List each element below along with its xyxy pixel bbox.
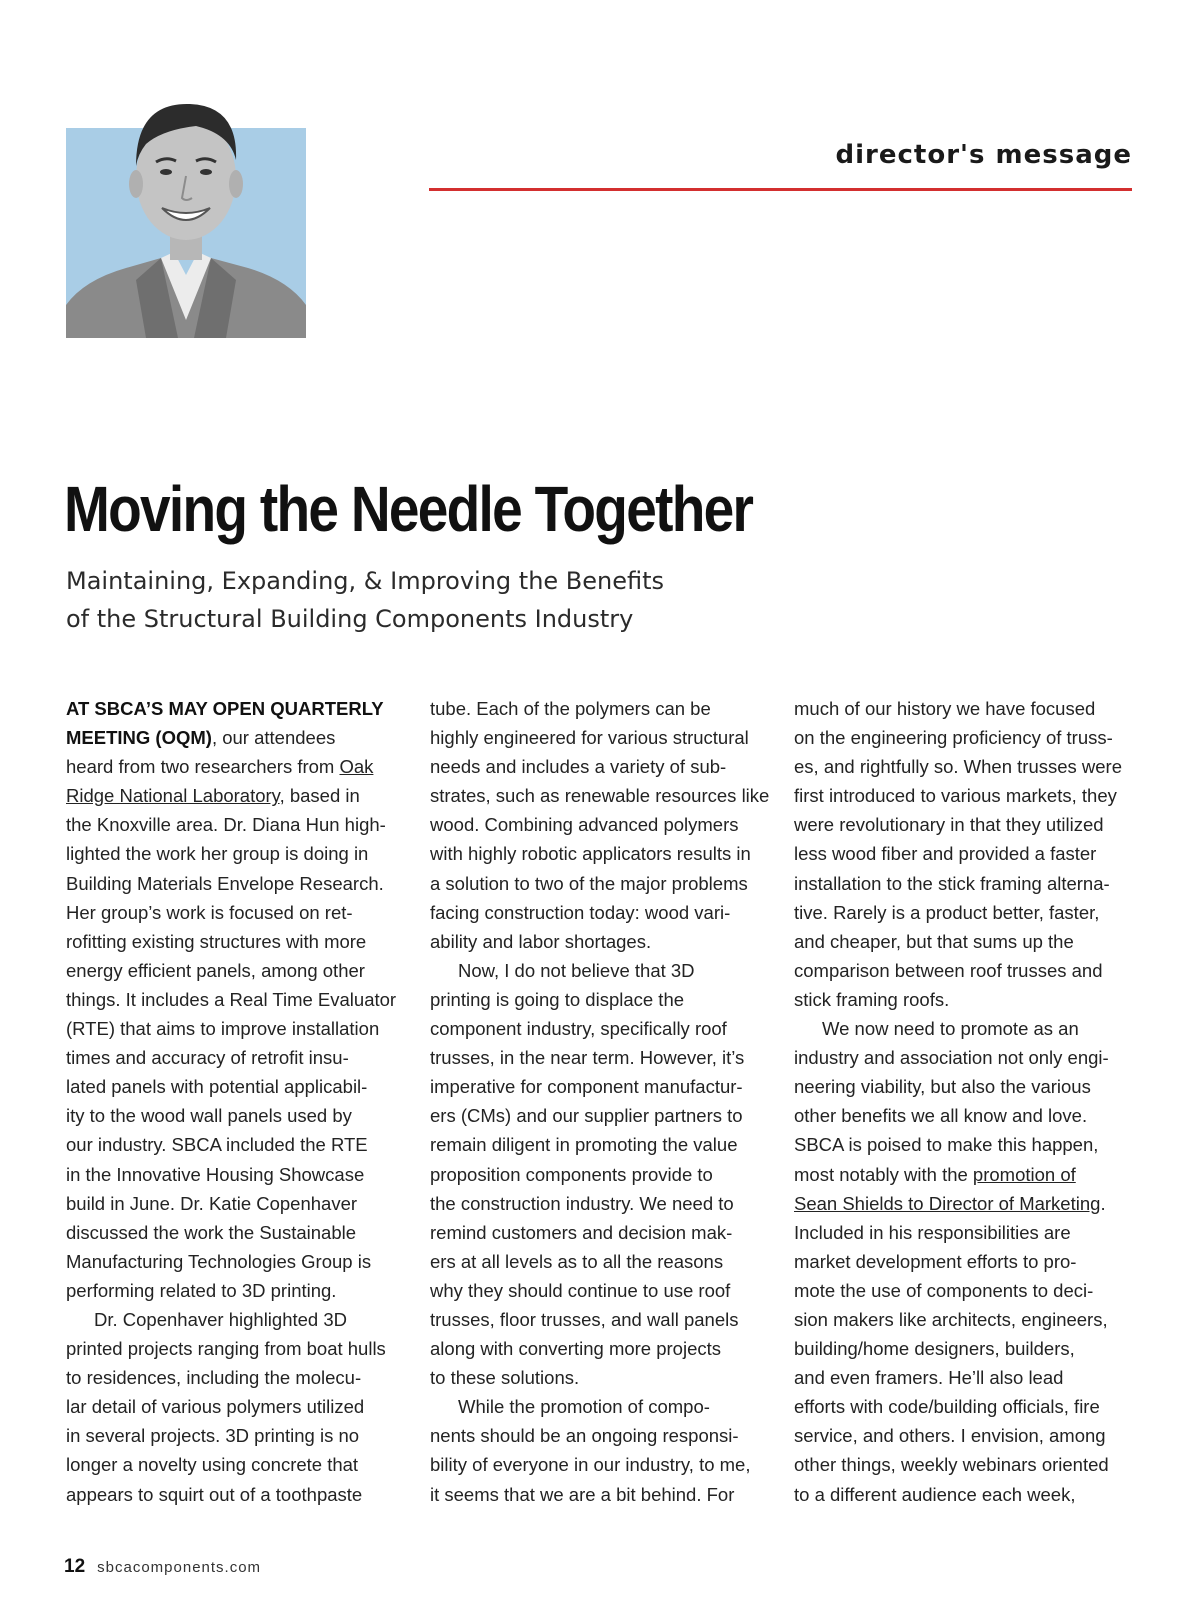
- section-label: director's message: [835, 140, 1132, 170]
- text-line: on the engineering proficiency of truss-: [794, 727, 1113, 749]
- text-fragment: , based in: [279, 785, 360, 807]
- text-line: printing is going to displace the: [430, 988, 685, 1010]
- text-line: installation to the stick framing alterna-: [794, 872, 1110, 894]
- text-line: While the promotion of compo-: [458, 1396, 710, 1418]
- text-line: tube. Each of the polymers can be: [430, 698, 711, 719]
- text-line: were revolutionary in that they utilized: [794, 814, 1104, 836]
- text-line: less wood fiber and provided a faster: [794, 843, 1097, 865]
- text-line: longer a novelty using concrete that: [66, 1454, 359, 1476]
- text-line: times and accuracy of retrofit insu-: [66, 1047, 349, 1069]
- text-line: wood. Combining advanced polymers: [430, 814, 739, 836]
- text-line: es, and rightfully so. When trusses were: [794, 756, 1123, 778]
- text-line: in the Innovative Housing Showcase: [66, 1163, 365, 1185]
- text-line: (RTE) that aims to improve installation: [66, 1018, 380, 1040]
- text-line: neering viability, but also the various: [794, 1076, 1091, 1098]
- text-line: nents should be an ongoing responsi-: [430, 1425, 739, 1447]
- subtitle-line: of the Structural Building Components Industry: [66, 605, 634, 633]
- body-column-3: [794, 694, 1144, 1509]
- text-line: efforts with code/building officials, fire: [794, 1396, 1100, 1418]
- text-fragment: most notably with the: [794, 1163, 973, 1185]
- lead-in: MEETING (OQM): [66, 727, 212, 749]
- text-line: trusses, in the near term. However, it’s: [430, 1047, 745, 1069]
- text-line: it seems that we are a bit behind. For: [430, 1483, 735, 1505]
- text-line: lar detail of various polymers utilized: [66, 1396, 365, 1418]
- text-line: remain diligent in promoting the value: [430, 1134, 738, 1156]
- text-line: other things, weekly webinars oriented: [794, 1454, 1109, 1476]
- text-line: highly engineered for various structural: [430, 727, 749, 749]
- text-line: SBCA is poised to make this happen,: [794, 1134, 1099, 1156]
- text-line: needs and includes a variety of sub-: [430, 756, 727, 778]
- page-footer: [64, 1556, 261, 1578]
- text-line: appears to squirt out of a toothpaste: [66, 1483, 363, 1505]
- text-line: the Knoxville area. Dr. Diana Hun high-: [66, 814, 386, 836]
- text-line: [794, 1189, 1144, 1218]
- text-line: sion makers like architects, engineers,: [794, 1308, 1108, 1330]
- promotion-link[interactable]: promotion of: [972, 1163, 1076, 1185]
- text-line: performing related to 3D printing.: [66, 1279, 337, 1301]
- text-fragment: .: [1100, 1192, 1106, 1214]
- text-line: imperative for component manufactur-: [430, 1076, 743, 1098]
- text-line: strates, such as renewable resources like: [430, 785, 770, 807]
- text-line: other benefits we all know and love.: [794, 1105, 1088, 1127]
- page-number: 12: [64, 1556, 86, 1577]
- text-line: remind customers and decision mak-: [430, 1221, 733, 1243]
- text-line: to these solutions.: [430, 1367, 580, 1389]
- text-line: energy efficient panels, among other: [66, 959, 365, 981]
- text-line: [66, 781, 416, 810]
- text-line: ers at all levels as to all the reasons: [430, 1250, 724, 1272]
- text-line: facing construction today: wood vari-: [430, 901, 731, 923]
- text-line: rofitting existing structures with more: [66, 930, 367, 952]
- text-line: Included in his responsibilities are: [794, 1221, 1071, 1243]
- text-line: tive. Rarely is a product better, faster,: [794, 901, 1100, 923]
- text-line: and cheaper, but that sums up the: [794, 930, 1074, 952]
- text-line: Dr. Copenhaver highlighted 3D: [94, 1308, 347, 1330]
- text-line: [66, 723, 416, 752]
- text-line: to a different audience each week,: [794, 1483, 1076, 1505]
- article-subtitle: [66, 562, 826, 638]
- text-line: with highly robotic applicators results in: [430, 843, 751, 865]
- text-line: stick framing roofs.: [794, 988, 950, 1010]
- article-title: Moving the Needle Together: [64, 473, 753, 545]
- text-line: why they should continue to use roof: [430, 1279, 731, 1301]
- text-line: building/home designers, builders,: [794, 1338, 1075, 1360]
- body-column-1: [66, 694, 416, 1509]
- text-line: market development efforts to pro-: [794, 1250, 1077, 1272]
- body-column-2: [430, 694, 780, 1509]
- text-line: [66, 694, 416, 723]
- promotion-link[interactable]: Sean Shields to Director of Marketing: [794, 1192, 1101, 1214]
- text-line: [794, 1160, 1144, 1189]
- text-line: our industry. SBCA included the RTE: [66, 1134, 368, 1156]
- text-line: ity to the wood wall panels used by: [66, 1105, 352, 1127]
- text-line: Building Materials Envelope Research.: [66, 872, 384, 894]
- text-line: Manufacturing Technologies Group is: [66, 1250, 372, 1272]
- text-line: Her group’s work is focused on ret-: [66, 901, 353, 923]
- text-line: mote the use of components to deci-: [794, 1279, 1094, 1301]
- text-line: ability and labor shortages.: [430, 930, 652, 952]
- text-line: Now, I do not believe that 3D: [458, 959, 695, 981]
- text-line: a solution to two of the major problems: [430, 872, 748, 894]
- text-line: bility of everyone in our industry, to me,: [430, 1454, 751, 1476]
- section-rule: [429, 188, 1132, 191]
- text-line: industry and association not only engi-: [794, 1047, 1109, 1069]
- text-line: things. It includes a Real Time Evaluator: [66, 988, 397, 1010]
- text-line: We now need to promote as an: [822, 1018, 1079, 1040]
- text-line: trusses, floor trusses, and wall panels: [430, 1308, 739, 1330]
- oak-ridge-link[interactable]: Oak: [339, 756, 374, 778]
- text-line: along with converting more projects: [430, 1338, 722, 1360]
- text-line: ers (CMs) and our supplier partners to: [430, 1105, 743, 1127]
- subtitle-line: Maintaining, Expanding, & Improving the Benefits: [66, 567, 665, 595]
- text-line: comparison between roof trusses and: [794, 959, 1103, 981]
- lead-in: AT SBCA’S MAY OPEN QUARTERLY: [66, 698, 384, 719]
- text-line: lated panels with potential applicabil-: [66, 1076, 368, 1098]
- text-line: printed projects ranging from boat hulls: [66, 1338, 386, 1360]
- text-line: in several projects. 3D printing is no: [66, 1425, 360, 1447]
- text-line: discussed the work the Sustainable: [66, 1221, 357, 1243]
- website-url: sbcacomponents.com: [97, 1559, 262, 1576]
- text-line: to residences, including the molecu-: [66, 1367, 362, 1389]
- text-line: proposition components provide to: [430, 1163, 713, 1185]
- text-line: build in June. Dr. Katie Copenhaver: [66, 1192, 358, 1214]
- text-line: the construction industry. We need to: [430, 1192, 734, 1214]
- text-line: much of our history we have focused: [794, 698, 1096, 719]
- text-line: service, and others. I envision, among: [794, 1425, 1106, 1447]
- text-line: lighted the work her group is doing in: [66, 843, 369, 865]
- author-portrait: [66, 90, 306, 338]
- oak-ridge-link[interactable]: Ridge National Laboratory: [66, 785, 280, 807]
- text-fragment: heard from two researchers from: [66, 756, 340, 778]
- text-line: [66, 752, 416, 781]
- text-line: first introduced to various markets, they: [794, 785, 1117, 807]
- text-line: and even framers. He’ll also lead: [794, 1367, 1064, 1389]
- text-line: component industry, specifically roof: [430, 1018, 727, 1040]
- text-fragment: , our attendees: [211, 727, 336, 749]
